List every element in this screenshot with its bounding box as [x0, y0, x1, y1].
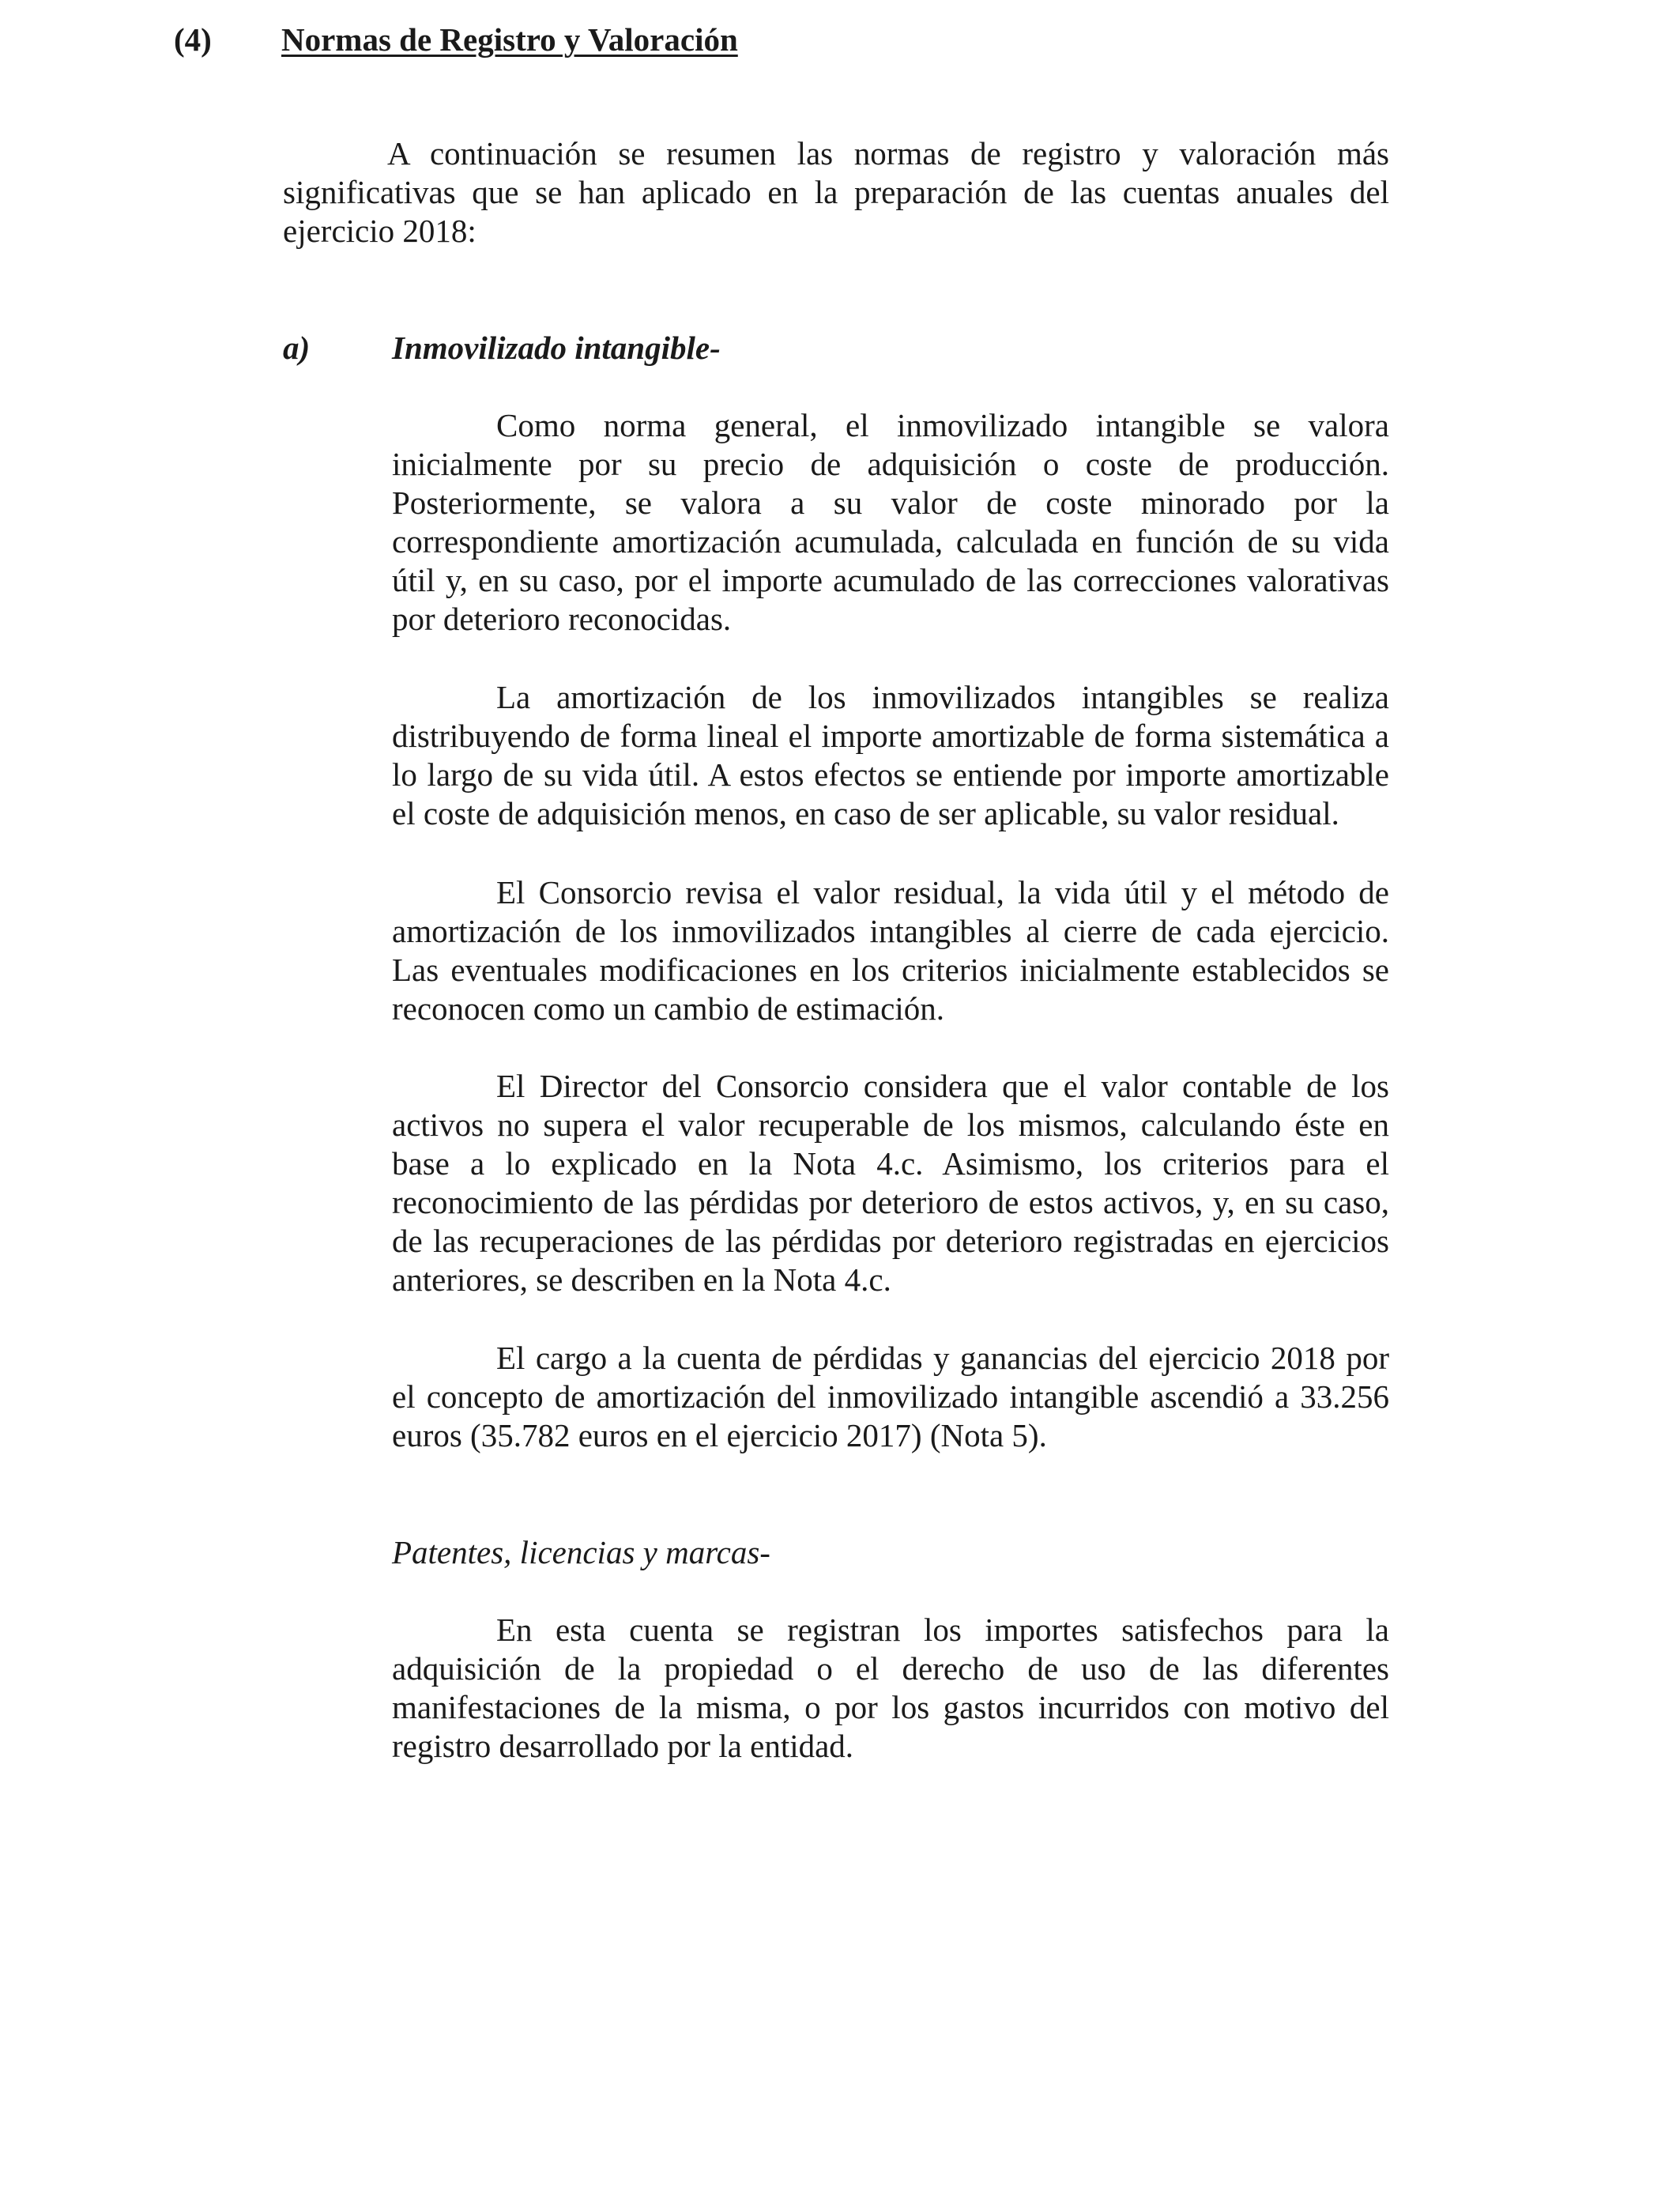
paragraph-valuation: Como norma general, el inmovilizado intangible se valora inicialmente por su precio de adquisición o coste de producción. Posteriormente, se valora a su valor de coste minorado por la correspondiente amortización acumulada, calculada en función de su vida útil y, en su caso, por el importe acumulado de las correcciones valorativas por deterioro reconocidas. — [392, 407, 1389, 637]
paragraph-charge: El cargo a la cuenta de pérdidas y ganancias del ejercicio 2018 por el concepto de amortización del inmovilizado intangible ascendió a 33.256 euros (35.782 euros en el ejercicio 2017) (Nota 5). — [392, 1340, 1389, 1453]
section-heading — [174, 19, 1391, 60]
patentes-heading: Patentes, licencias y marcas- — [392, 1534, 770, 1570]
paragraph-amortization: La amortización de los inmovilizados intangibles se realiza distribuyendo de forma lineal el importe amortizable de forma sistemática a lo largo de su vida útil. A estos efectos se entiende por importe amortizable el coste de adquisición menos, en caso de ser aplicable, su valor residual. — [392, 679, 1389, 831]
intro-paragraph: A continuación se resumen las normas de registro y valoración más significativas que se han aplicado en la preparación de las cuentas anuales del ejercicio 2018: — [283, 135, 1389, 249]
subsection-title: Inmovilizado intangible- — [392, 330, 721, 366]
section-title: Normas de Registro y Valoración — [281, 21, 738, 58]
paragraph-review: El Consorcio revisa el valor residual, la vida útil y el método de amortización de los inmovilizados intangibles al cierre de cada ejercicio. Las eventuales modificaciones en los criterios inicialmente establecidos se reconocen como un cambio de estimación. — [392, 874, 1389, 1027]
paragraph-patentes: En esta cuenta se registran los importes satisfechos para la adquisición de la propiedad o el derecho de uso de las diferentes manifestaciones de la misma, o por los gastos incurridos con motivo del registro desarrollado por la entidad. — [392, 1612, 1389, 1764]
paragraph-impairment: El Director del Consorcio considera que el valor contable de los activos no supera el valor recuperable de los mismos, calculando éste en base a lo explicado en la Nota 4.c. Asimismo, los criterios para el reconocimiento de las pérdidas por deterioro de estos activos, y, en su caso, de las recuperaciones de las pérdidas por deterioro registradas en ejercicios anteriores, se describen en la Nota 4.c. — [392, 1068, 1389, 1298]
subsection-heading-a — [283, 329, 1389, 368]
section-number: (4) — [174, 21, 212, 58]
subsection-letter: a) — [283, 330, 311, 366]
